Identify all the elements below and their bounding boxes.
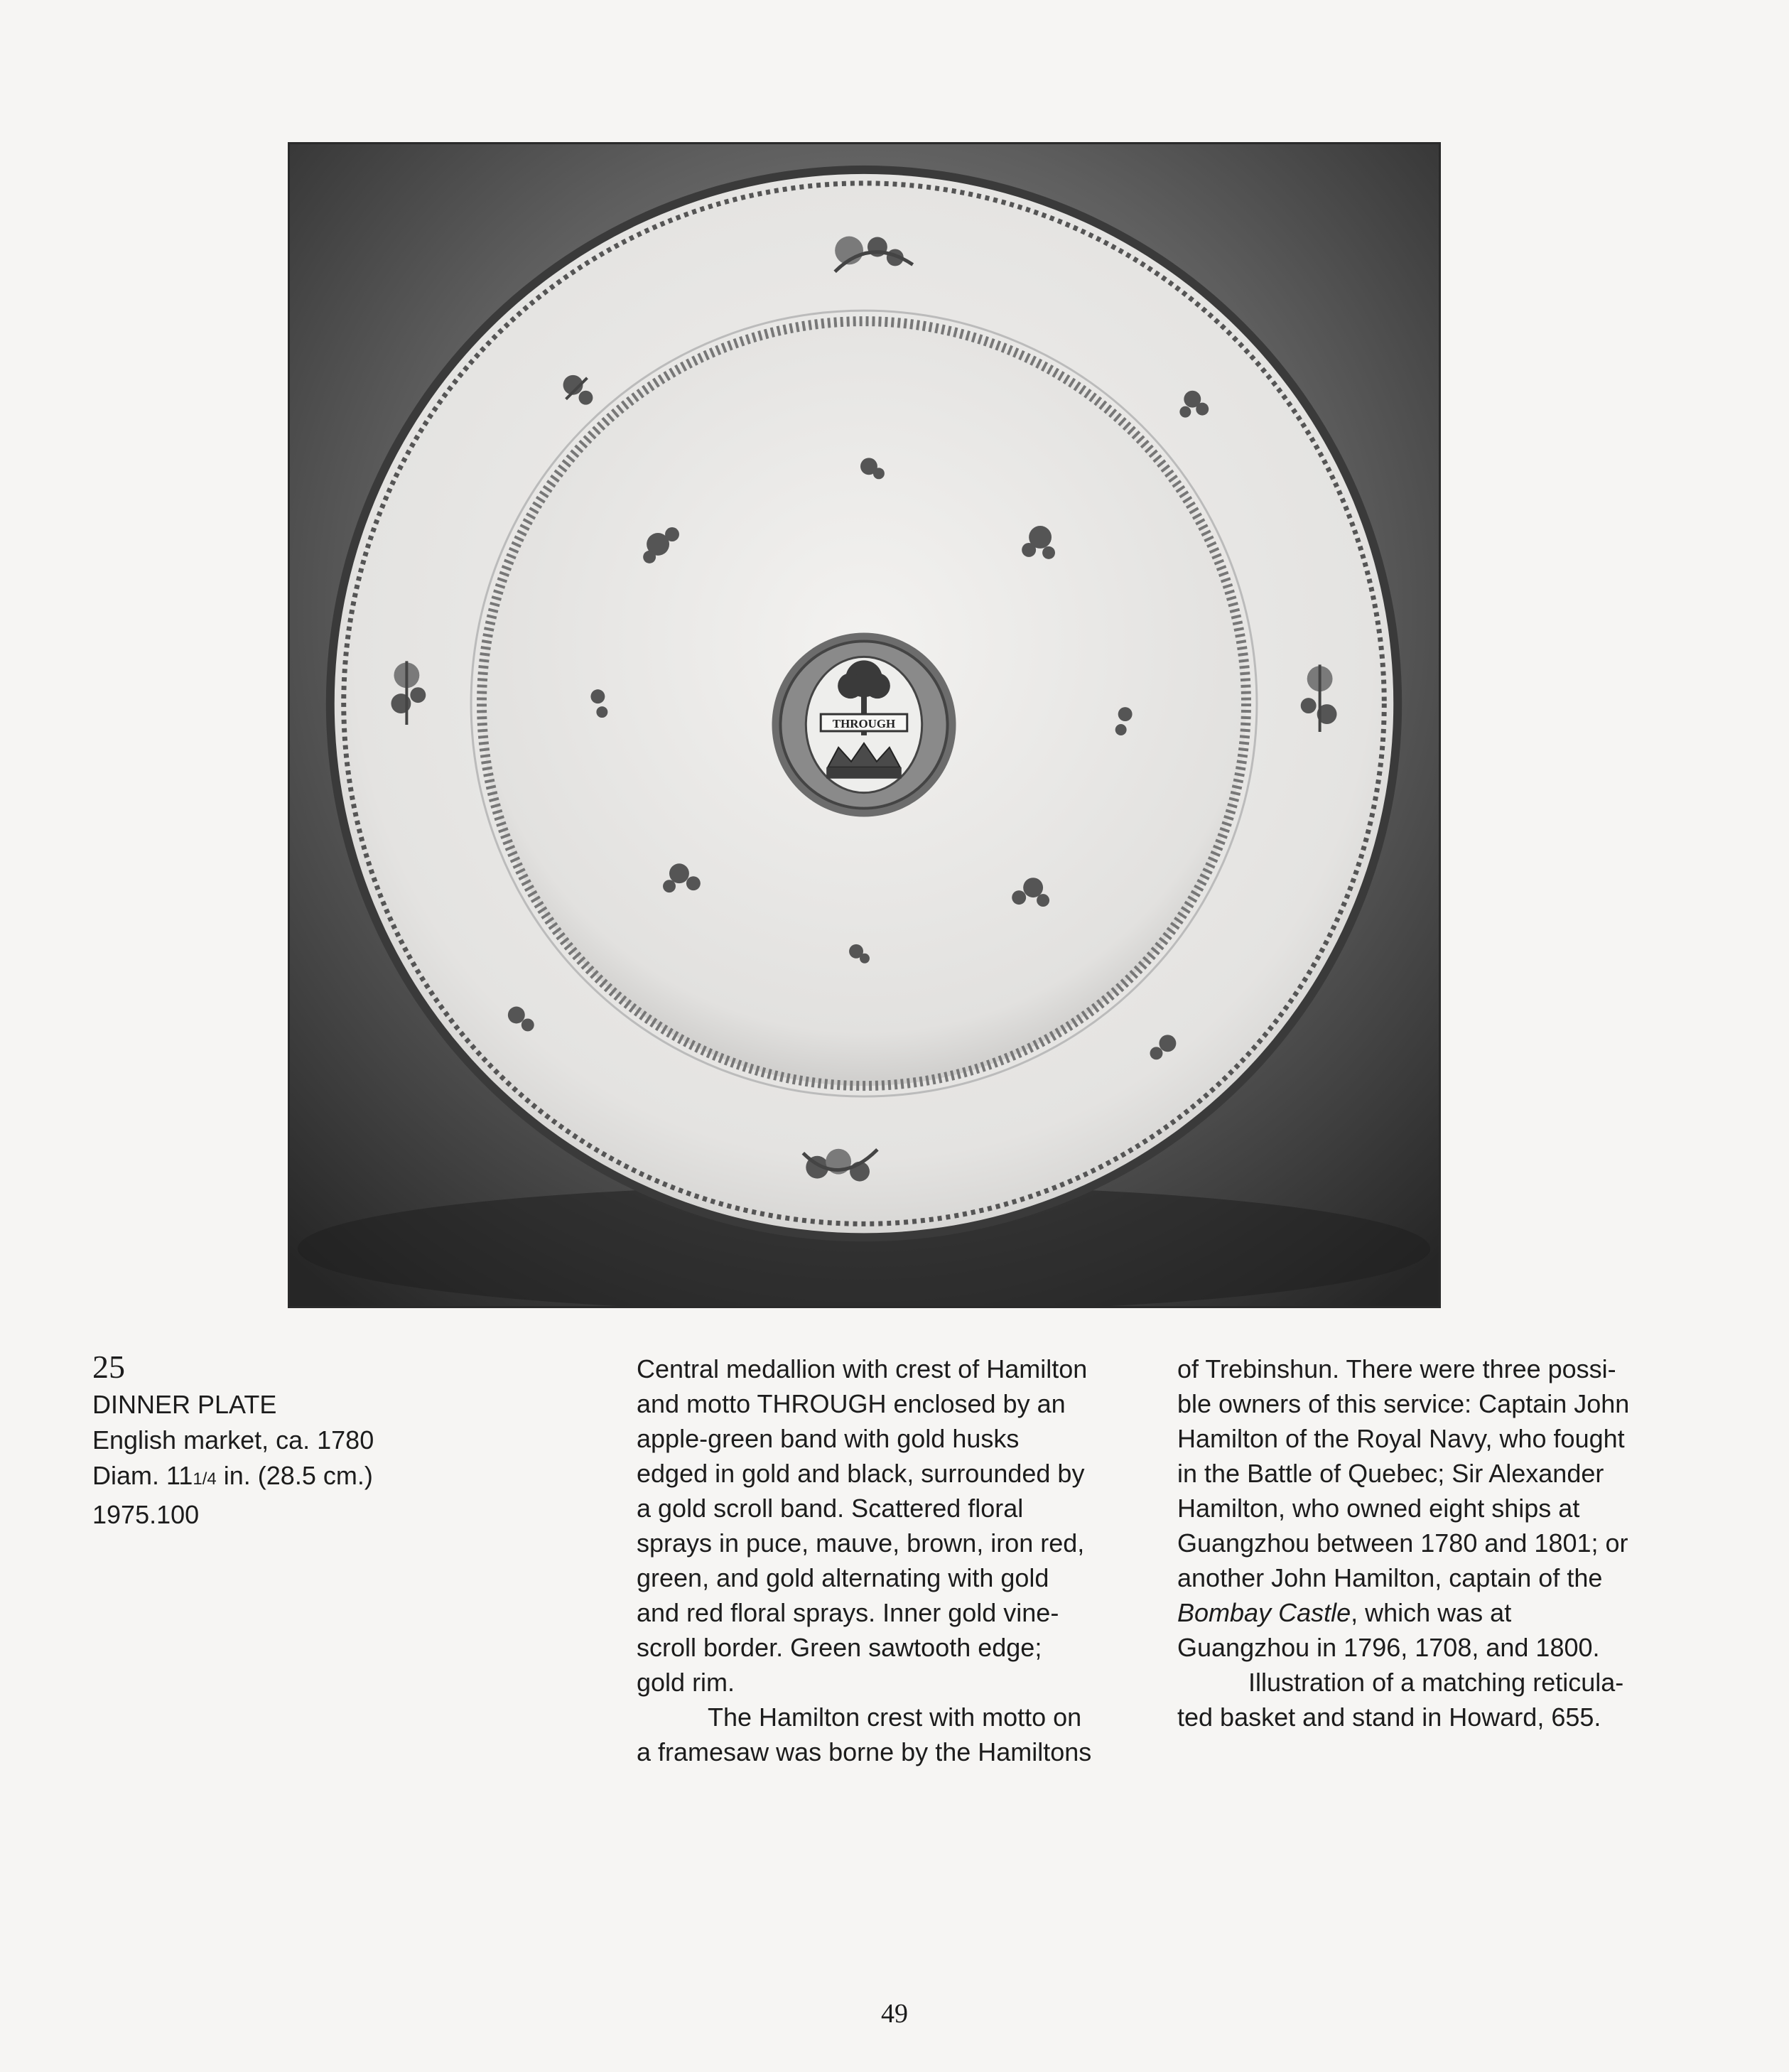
dimensions-suffix: in. (28.5 cm.) bbox=[216, 1461, 373, 1490]
object-dimensions bbox=[92, 1458, 533, 1497]
page-number: 49 bbox=[881, 1999, 908, 2029]
description-column-1 bbox=[637, 1351, 1106, 1769]
svg-text:THROUGH: THROUGH bbox=[832, 716, 896, 730]
dimensions-prefix: Diam. 11 bbox=[92, 1461, 193, 1490]
plate-illustration bbox=[290, 144, 1439, 1306]
catalog-number: 25 bbox=[92, 1349, 125, 1385]
accession-number: 1975.100 bbox=[92, 1500, 200, 1529]
description-column-2 bbox=[1177, 1351, 1646, 1734]
description-paragraph-1: Central medallion with crest of Hamilton and motto THROUGH enclosed by an apple-green band with gold husks edged in gold and black, surrounded by a gold scroll band. Scattered floral sprays in puce, mauve, brown, iron red, green, and gold alternating with gold and red floral sprays. Inner gold vine- scroll border. Green sawtooth edge; gold rim. bbox=[637, 1354, 1088, 1697]
plate-photograph bbox=[288, 142, 1441, 1308]
paragraph-3-text-a: of Trebinshun. There were three possi- ble owners of this service: Captain John Hamilton of the Royal Navy, who fought in the Battle of Quebec; Sir Alexander Hamilton, who owned eight ships at Guangzhou between 1780 and 1801; or another John Hamilton, captain of the bbox=[1177, 1354, 1630, 1592]
object-market: English market, ca. 1780 bbox=[92, 1425, 374, 1455]
catalog-caption bbox=[92, 1347, 533, 1533]
object-title: DINNER PLATE bbox=[92, 1390, 277, 1419]
ship-name: Bombay Castle bbox=[1177, 1598, 1351, 1627]
description-paragraph-2: The Hamilton crest with motto on a framesaw was borne by the Hamiltons bbox=[637, 1703, 1092, 1766]
paragraph-3-text-b: , which was at Guangzhou in 1796, 1708, and 1800. bbox=[1177, 1598, 1600, 1662]
central-medallion bbox=[772, 632, 956, 816]
dimensions-fraction: 1/4 bbox=[193, 1469, 217, 1489]
description-paragraph-3 bbox=[1177, 1351, 1646, 1665]
description-paragraph-4: Illustration of a matching reticula- ted basket and stand in Howard, 655. bbox=[1177, 1668, 1624, 1732]
